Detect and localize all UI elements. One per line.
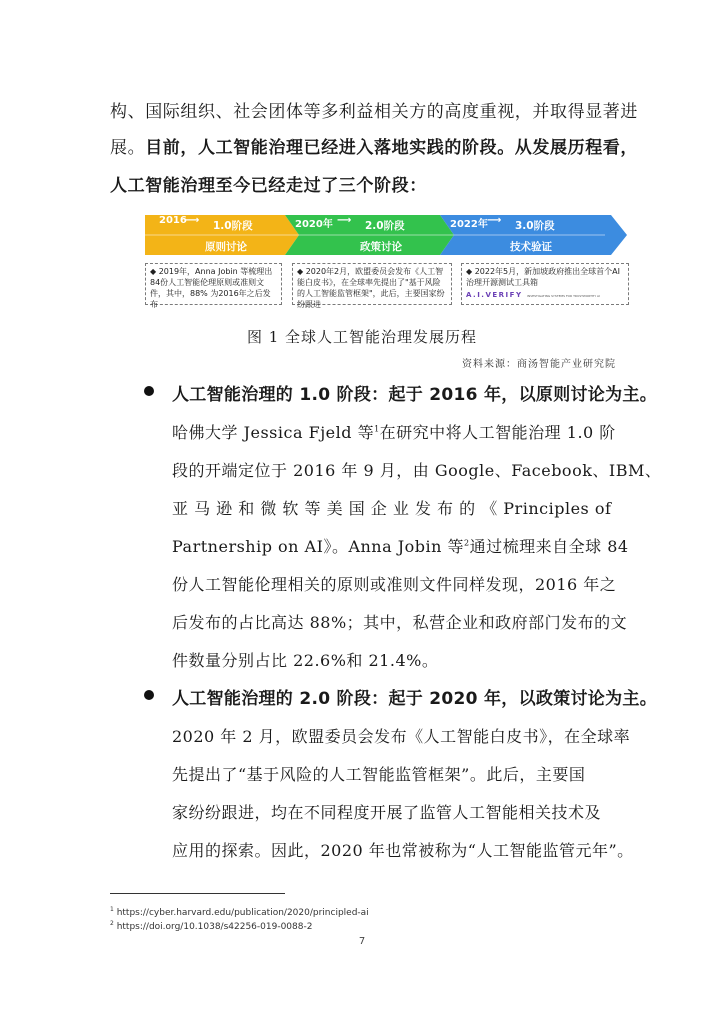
stage-3-note [461, 263, 629, 305]
stage-2-year: 2020年 [295, 219, 333, 230]
footnote-ref-1: 1 [374, 424, 380, 434]
footnote-rule [110, 893, 285, 894]
footnote-1-link[interactable]: https://cyber.harvard.edu/publication/2020/principled-ai [116, 908, 369, 918]
footnote-2-num: 2 [110, 920, 114, 927]
stage-2-label: 2.0阶段 [365, 220, 405, 232]
timeline-figure [145, 212, 629, 308]
section-2-line-1: 2020 年 2 月，欧盟委员会发布《人工智能白皮书》，在全球率 [172, 727, 631, 746]
intro-line-2-bold: 目前，人工智能治理已经进入落地实践的阶段。从发展历程看， [145, 138, 639, 158]
section-2-bullet [144, 690, 154, 700]
section-1-bullet [144, 386, 154, 396]
section-1-line-2: 段的开端定位于 2016 年 9 月，由 Google、Facebook、IBM、 [172, 461, 662, 480]
section-2-line-3: 家纷纷跟进，均在不同程度开展了监管人工智能相关技术及 [172, 803, 602, 822]
stage-2-arrow-glyph: ⟶ [337, 215, 352, 226]
stage-3-year: 2022年 [450, 219, 488, 230]
stage-3-label: 3.0阶段 [515, 220, 555, 232]
stage-3-arrow-glyph: ⟶ [487, 215, 502, 226]
stage-1-sub: 原则讨论 [205, 241, 247, 253]
ai-verify-logo-text: A.I.VERIFY [466, 291, 523, 299]
footnote-1 [110, 906, 369, 918]
stage-1-year: 2016 [159, 215, 187, 226]
section-1-line-6: 后发布的占比高达 88%；其中，私营企业和政府部门发布的文 [172, 613, 628, 632]
ai-verify-logo-sub: INVESTIGATING SYSTEMS FOR TRUSTWORTHY AI [527, 294, 600, 298]
figure-caption: 图 1 全球人工智能治理发展历程 [246, 328, 478, 346]
section-2-line-2: 先提出了“基于风险的人工智能监管框架”。此后，主要国 [172, 765, 586, 784]
section-1-line-4 [172, 534, 629, 557]
stage-2-note: ◆ 2020年2月，欧盟委员会发布《人工智能白皮书》，在全球率先提出了"基于风险的人工智能监管框架"，此后，主要国家纷纷跟进 [292, 263, 452, 305]
section-1-line-5: 份人工智能伦理相关的原则或准则文件同样发现，2016 年之 [172, 575, 617, 594]
stage-1-label: 1.0阶段 [213, 220, 253, 232]
section-1-line-3: 亚 马 逊 和 微 软 等 美 国 企 业 发 布 的 《 Principles of [172, 499, 612, 518]
stage-2-sub: 政策讨论 [360, 241, 402, 253]
section-1-line-1-a: 哈佛大学 Jessica Fjeld 等 [172, 423, 375, 442]
section-2-line-4: 应用的探索。因此，2020 年也常被称为“人工智能监管元年”。 [172, 841, 634, 860]
section-1-heading: 人工智能治理的 1.0 阶段：起于 2016 年，以原则讨论为主。 [172, 385, 658, 405]
section-1-line-4-b: 通过梳理来自全球 84 [469, 537, 629, 556]
section-1-line-1-b: 在研究中将人工智能治理 1.0 阶 [379, 423, 616, 442]
footnote-2-link[interactable]: https://doi.org/10.1038/s42256-019-0088-2 [116, 922, 313, 932]
stage-3-sub: 技术验证 [510, 241, 552, 253]
stage-1-note: ◆ 2019年，Anna Jobin 等梳理出84份人工智能伦理原则或准则文件，其中，88% 为2016年之后发布 [145, 263, 282, 305]
section-2-heading: 人工智能治理的 2.0 阶段：起于 2020 年，以政策讨论为主。 [172, 689, 658, 709]
section-1-line-1 [172, 420, 616, 443]
ai-verify-logo [466, 289, 624, 302]
section-1-line-7: 件数量分别占比 22.6%和 21.4%。 [172, 651, 439, 670]
footnote-ref-2: 2 [464, 538, 470, 548]
intro-line-2-normal: 展。 [110, 138, 146, 158]
footnote-2 [110, 920, 312, 932]
figure-source: 资料来源：商汤智能产业研究院 [462, 359, 616, 370]
stage-3-note-text: ◆ 2022年5月，新加坡政府推出全球首个AI治理开源测试工具箱 [466, 267, 620, 287]
footnote-1-num: 1 [110, 906, 114, 913]
stage-1-arrow-glyph: ⟶ [185, 215, 200, 226]
intro-line-3: 人工智能治理至今已经走过了三个阶段： [110, 176, 427, 196]
page-number: 7 [358, 936, 366, 947]
section-1-line-4-a: Partnership on AI》。Anna Jobin 等 [172, 537, 465, 556]
intro-line-1: 构、国际组织、社会团体等多利益相关方的高度重视，并取得显著进 [110, 102, 638, 122]
intro-line-2 [110, 133, 638, 158]
